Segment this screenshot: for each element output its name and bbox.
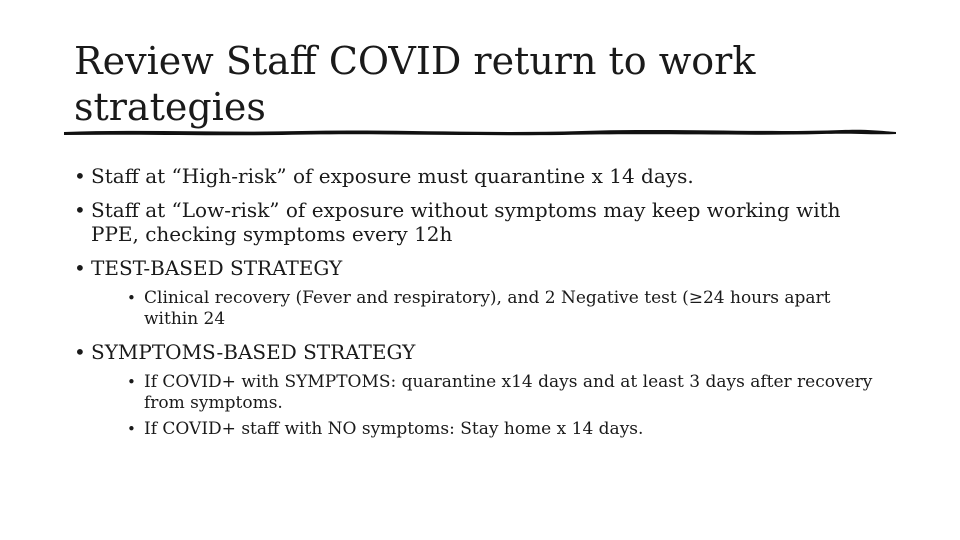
bullet-item: [74, 164, 884, 188]
bullet-text: TEST-BASED STRATEGY: [91, 256, 343, 280]
bullet-text: SYMPTOMS-BASED STRATEGY: [91, 340, 416, 364]
bullet-icon: •: [74, 198, 86, 222]
sub-bullet-text: If COVID+ with SYMPTOMS: quarantine x14 days and at least 3 days after recovery from symptoms.: [144, 372, 873, 413]
sub-bullet-item: [127, 288, 884, 330]
bullet-item: [74, 256, 884, 330]
title-underline: [62, 124, 898, 138]
sub-bullet-item: [127, 419, 884, 440]
bullet-icon: •: [74, 340, 86, 364]
sub-bullet-text: Clinical recovery (Fever and respiratory), and 2 Negative test (≥24 hours apart within 24: [144, 288, 831, 329]
bullet-text: Staff at “Low-risk” of exposure without symptoms may keep working with PPE, checking symptoms every 12h: [91, 198, 841, 246]
bullet-icon: •: [127, 289, 136, 307]
bullet-text: Staff at “High-risk” of exposure must quarantine x 14 days.: [91, 164, 694, 188]
sub-bullet-item: [127, 372, 884, 414]
bullet-icon: •: [74, 256, 86, 280]
bullet-icon: •: [127, 420, 136, 438]
sub-bullet-list: [91, 372, 884, 440]
sub-bullet-text: If COVID+ staff with NO symptoms: Stay home x 14 days.: [144, 419, 644, 439]
slide-title: Review Staff COVID return to work strategies: [74, 39, 756, 129]
bullet-icon: •: [74, 164, 86, 188]
slide-body: [74, 164, 884, 450]
bullet-icon: •: [127, 373, 136, 391]
sub-bullet-list: [91, 288, 884, 330]
bullet-item: [74, 198, 884, 246]
bullet-item: [74, 340, 884, 440]
bullet-list: [74, 164, 884, 440]
